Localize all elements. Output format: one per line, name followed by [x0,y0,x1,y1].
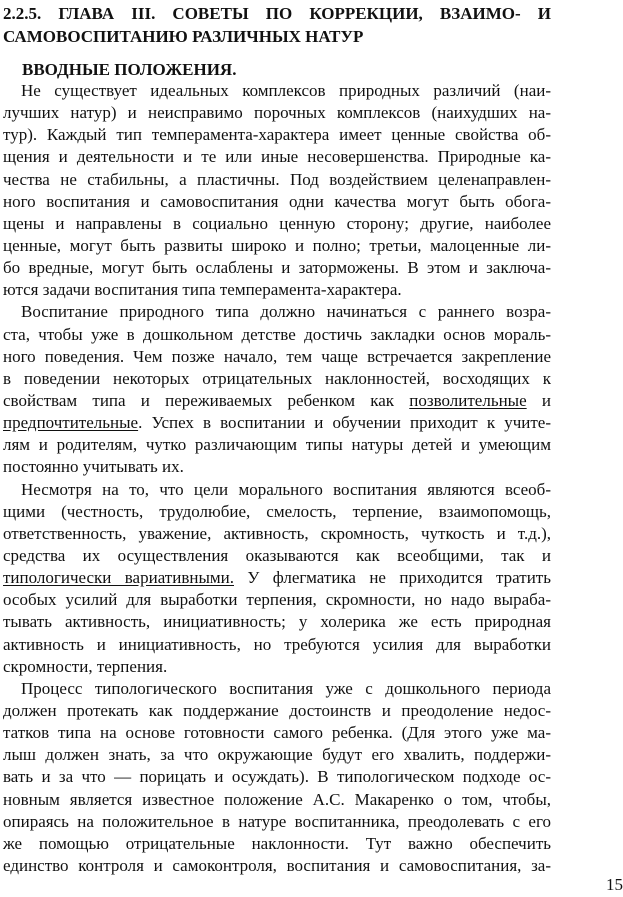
text-run: У флегматика не приходится тратить [247,568,551,588]
section-subheading: ВВОДНЫЕ ПОЛОЖЕНИЯ. [22,60,237,79]
text-run: свойствам типа и переживаемых ребенком как [3,390,395,410]
text-line: ного воспитания и самовоспитания одни качества могут быть обога- [3,191,551,211]
text-line-with-underline [3,390,551,412]
chapter-heading [3,2,551,48]
page-number: 15 [606,875,623,894]
text-line: же помощью отрицательные наклонности. Тут важно обеспечить [3,833,551,853]
text-run: и [541,390,552,410]
text-line: чества не стабильны, а пластичны. Под воздействием целенаправлен- [3,169,551,189]
text-line: Воспитание природного типа должно начинаться с раннего возра- [21,302,551,322]
body-text [3,80,551,877]
text-line: щены и направлены в социально ценную сторону; другие, наиболее [3,213,551,233]
text-line: Не существует идеальных комплексов природных различий (наи- [21,81,551,100]
text-line: тывать активность, инициативность; у холерика же есть природная [3,612,551,632]
text-line: тур). Каждый тип темперамента-характера имеет ценные свойства об- [3,125,551,145]
text-line: активность и инициативность, но требуются усилия для выработки [3,634,551,654]
text-line: ценные, могут быть развиты широко и полно; третьи, малоценные ли- [3,235,551,255]
paragraph-1 [3,80,551,301]
paragraph-2 [3,301,551,478]
text-line: ного поведения. Чем позже начало, тем чаще встречается закрепление [3,346,551,366]
text-line: постоянно учитывать их. [3,457,184,477]
text-line: лям и родителям, чутко различающим типы натуры детей и умеющим [3,435,551,455]
text-line: средства их осуществления оказываются как всеобщими, так и [3,545,551,565]
text-line: должен протекать как поддержание достоинств и преодоление недос- [3,700,551,720]
text-line: Несмотря на то, что цели морального воспитания являются всеоб- [21,479,551,499]
text-run: . Успех в воспитании и обучении приходит к учите- [138,413,551,433]
text-line: особых усилий для выработки терпения, скромности, но надо выраба- [3,590,551,610]
underlined-term-permissible: позволительные [409,390,527,410]
paragraph-3 [3,479,551,678]
text-line: ответственность, уважение, активность, скромность, чуткость и т.д.), [3,523,551,543]
text-line: щими (честность, трудолюбие, смелость, терпение, взаимопомощь, [3,501,551,521]
text-line: Процесс типологического воспитания уже с дошкольного периода [21,678,551,698]
text-line: опираясь на положительное в натуре воспитанника, преодолевать с его [3,811,551,831]
underlined-term-preferable: предпочтительные [3,413,139,433]
text-line: лыш должен знать, за что окружающие будут его хвалить, поддержи- [3,745,551,765]
chapter-heading-line-2: САМОВОСПИТАНИЮ РАЗЛИЧНЫХ НАТУР [3,27,364,46]
text-line: татков типа на основе готовности самого ребенка. (Для этого уже ма- [3,723,551,743]
text-line: ста, чтобы уже в дошкольном детстве достичь закладки основ мораль- [3,324,551,344]
text-line: единство контроля и самоконтроля, воспитания и самовоспитания, за- [3,855,551,875]
text-line-with-underline [3,412,551,434]
chapter-heading-line-1: 2.2.5. ГЛАВА III. СОВЕТЫ ПО КОРРЕКЦИИ, ВЗАИМО- И [3,4,551,23]
text-line-with-underline [3,567,551,589]
text-line: лучших натур) и неисправимо порочных комплексов (наихудших на- [3,103,551,123]
text-line: щения и деятельности и те или иные несовершенства. Природные ка- [3,147,551,167]
text-line: в поведении некоторых отрицательных наклонностей, восходящих к [3,368,551,388]
underlined-term-variative: типологически вариативными. [3,568,234,588]
text-line: новным является известное положение А.С. Макаренко о том, чтобы, [3,789,551,809]
text-line: скромности, терпения. [3,656,168,676]
text-line: вать и за что — порицать и осуждать). В типологическом подходе ос- [3,767,551,787]
text-line: ются задачи воспитания типа темперамента-характера. [3,280,402,300]
paragraph-4 [3,678,551,877]
text-line: бо вредные, могут быть ослаблены и заторможены. В этом и заключа- [3,258,551,278]
